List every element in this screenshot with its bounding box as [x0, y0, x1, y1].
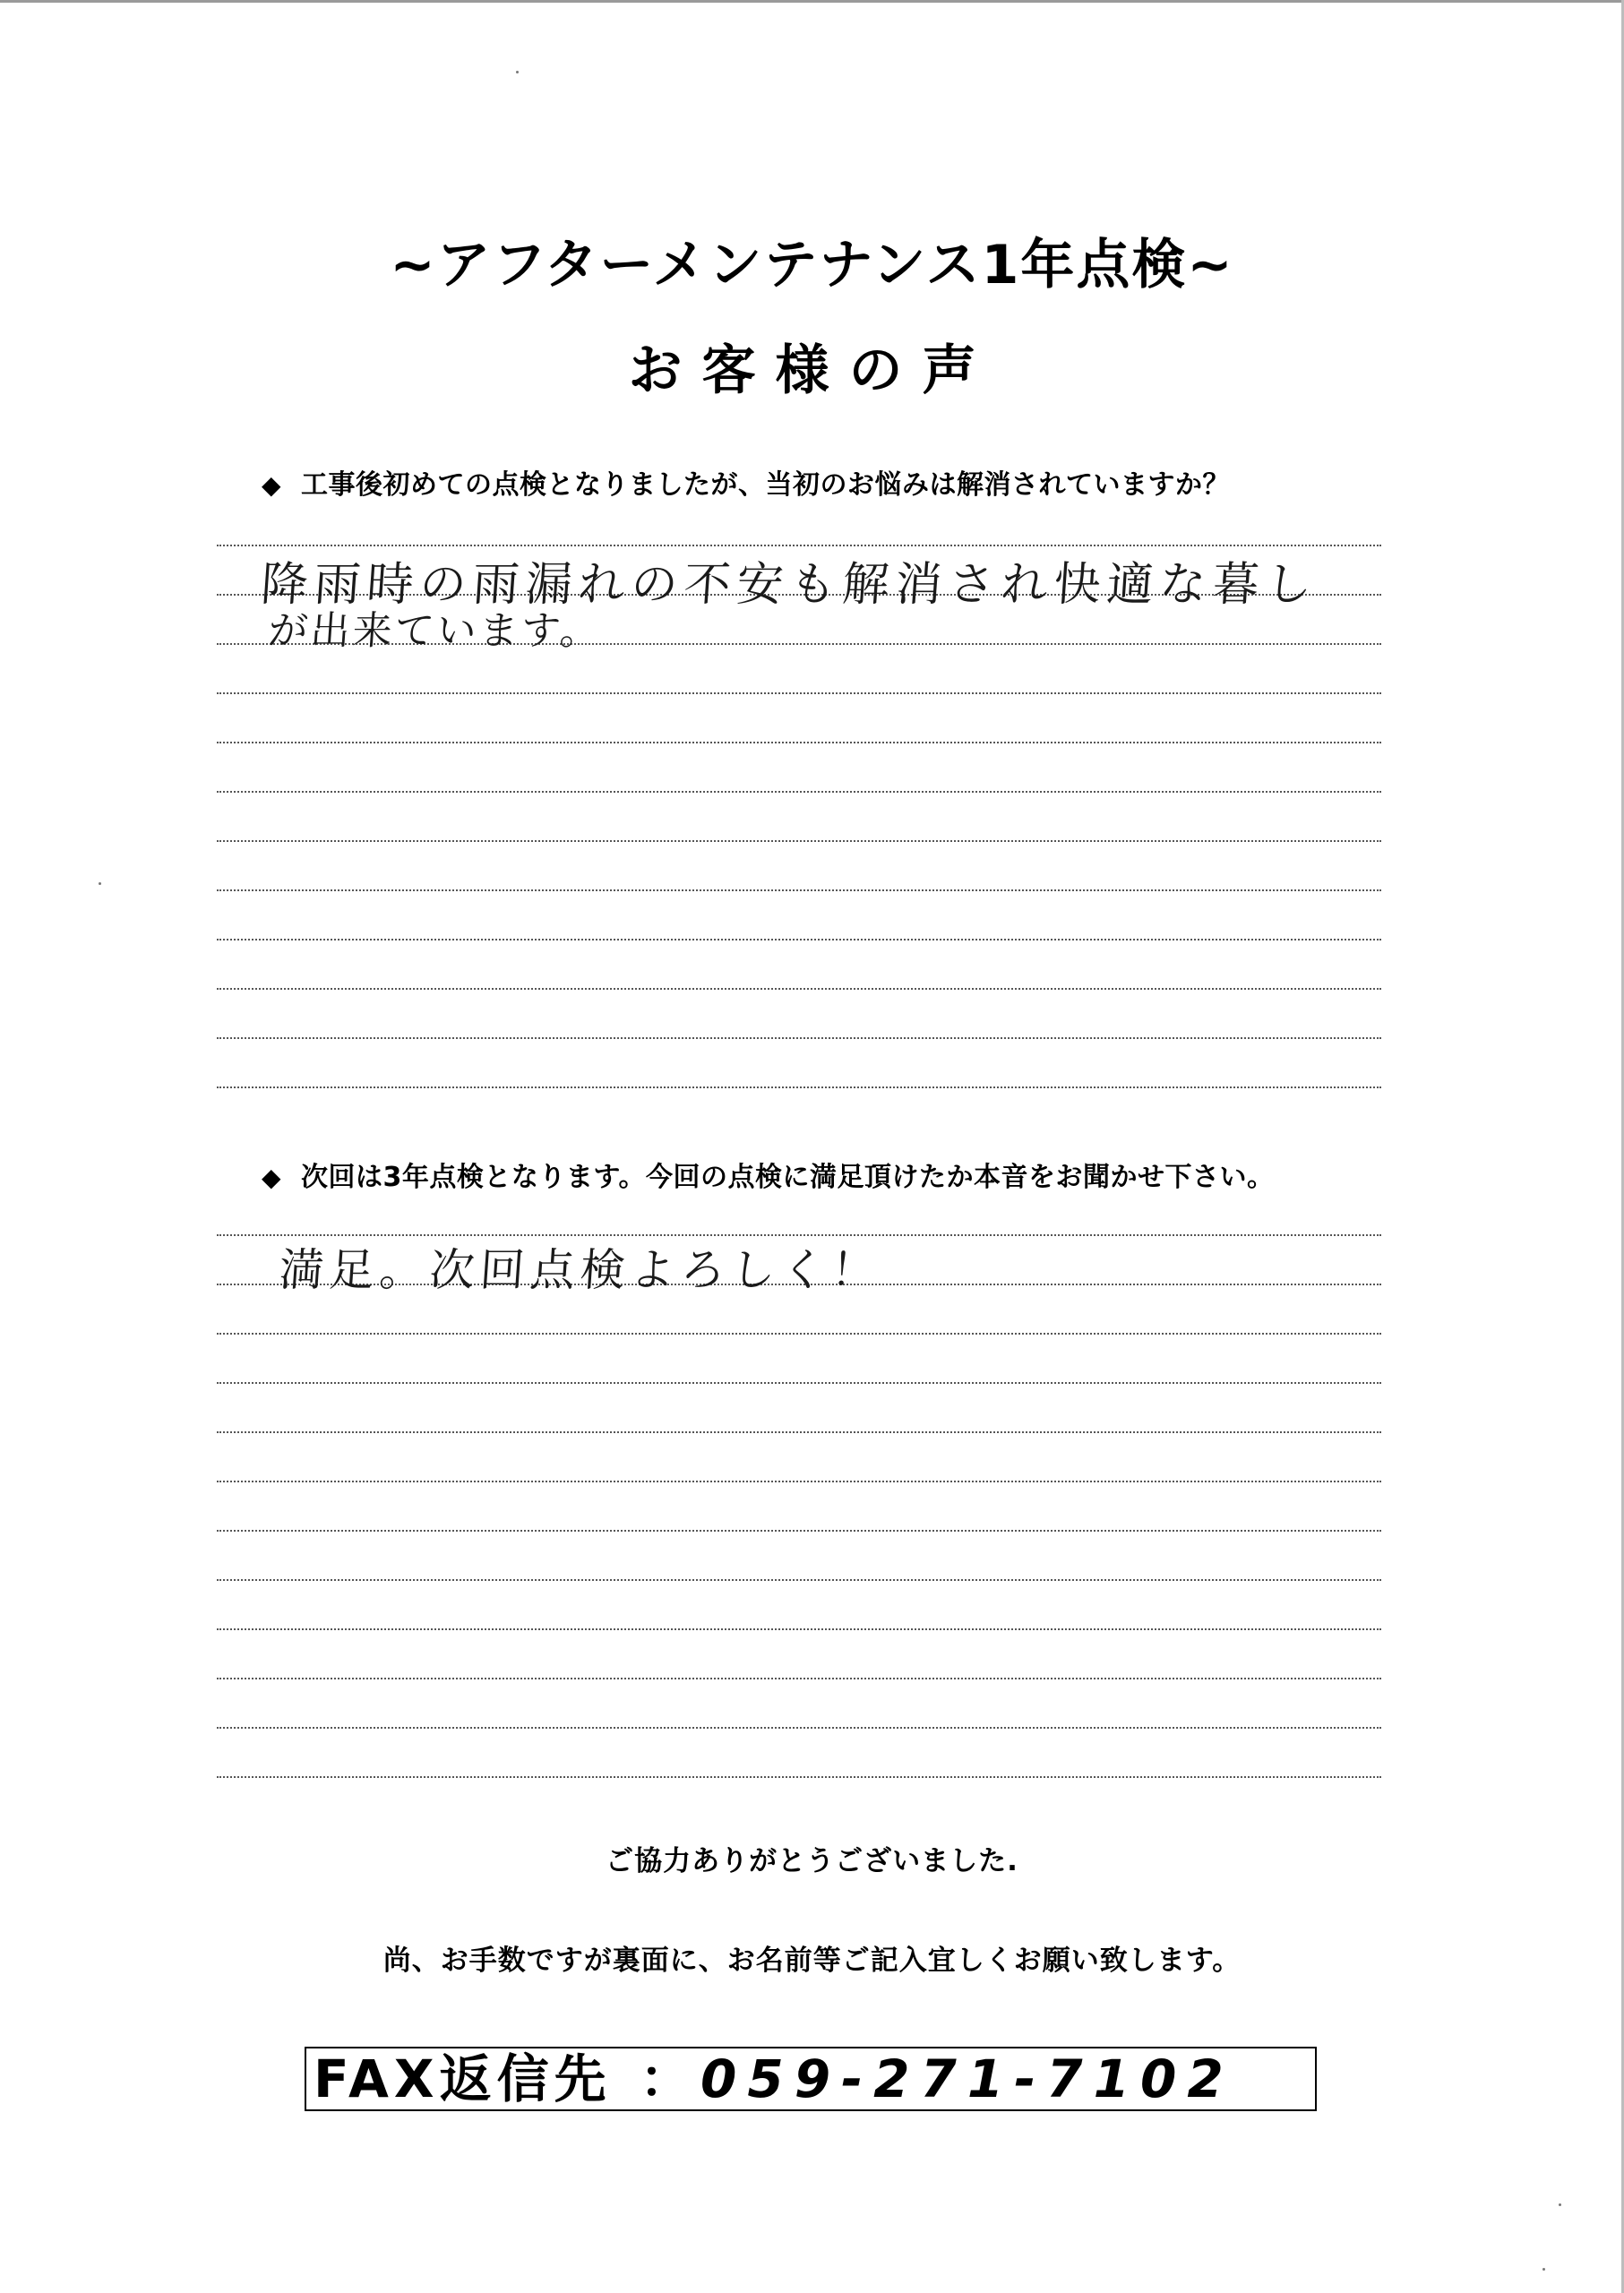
answer-line — [217, 1431, 1381, 1433]
answer-line — [217, 840, 1381, 842]
answer-line — [217, 742, 1381, 743]
answer-line — [217, 1628, 1381, 1630]
answer-line — [217, 692, 1381, 694]
page-title: ~アフターメンテナンス1年点検~ — [390, 234, 1234, 296]
answer-line — [217, 988, 1381, 990]
question-2-text: 次回は3年点検となります。今回の点検に満足頂けたか本音をお聞かせ下さい。 — [301, 1162, 1275, 1193]
fax-colon: ： — [640, 2048, 692, 2109]
answer-line — [217, 1037, 1381, 1039]
answer-line — [217, 889, 1381, 891]
answer-line — [217, 1481, 1381, 1482]
scan-speck — [99, 882, 101, 885]
fax-number: 059-271-7102 — [700, 2048, 1234, 2109]
fax-box — [305, 2047, 1317, 2111]
scan-edge-top — [0, 0, 1624, 3]
answer-line — [217, 1678, 1381, 1679]
handwritten-answer-2-line-1: 満足。次回点検よろしく！ — [277, 1244, 883, 1296]
answer-line — [217, 1727, 1381, 1729]
answer-line — [217, 791, 1381, 793]
diamond-bullet-icon: ◆ — [262, 470, 282, 500]
handwritten-answer-1-line-1: 降雨時の雨漏れの不安も解消され快適な暮し — [259, 558, 1320, 612]
answer-line — [217, 1333, 1381, 1335]
question-2 — [262, 1155, 1275, 1194]
question-1 — [262, 462, 1230, 502]
answer-line — [217, 1530, 1381, 1532]
answer-line — [217, 1776, 1381, 1778]
answer-line — [217, 939, 1381, 940]
scan-speck — [516, 71, 519, 73]
request-message: 尚、お手数ですが裏面に、お名前等ご記入宜しくお願い致します。 — [382, 1945, 1242, 1977]
answer-line — [217, 1579, 1381, 1581]
page-subtitle: お客様の声 — [628, 339, 996, 402]
scan-speck — [1542, 2268, 1545, 2271]
scan-speck — [1559, 2203, 1561, 2206]
diamond-bullet-icon: ◆ — [262, 1163, 282, 1192]
answer-line — [217, 1382, 1381, 1384]
answer-line — [217, 1086, 1381, 1088]
question-1-text: 工事後初めての点検となりましたが、当初のお悩みは解消されていますか？ — [301, 469, 1231, 501]
fax-label: FAX返信先 — [314, 2048, 612, 2109]
handwritten-answer-1-line-2: が出来ています。 — [266, 608, 604, 654]
thank-you-message: ご協力ありがとうございました. — [606, 1845, 1018, 1877]
